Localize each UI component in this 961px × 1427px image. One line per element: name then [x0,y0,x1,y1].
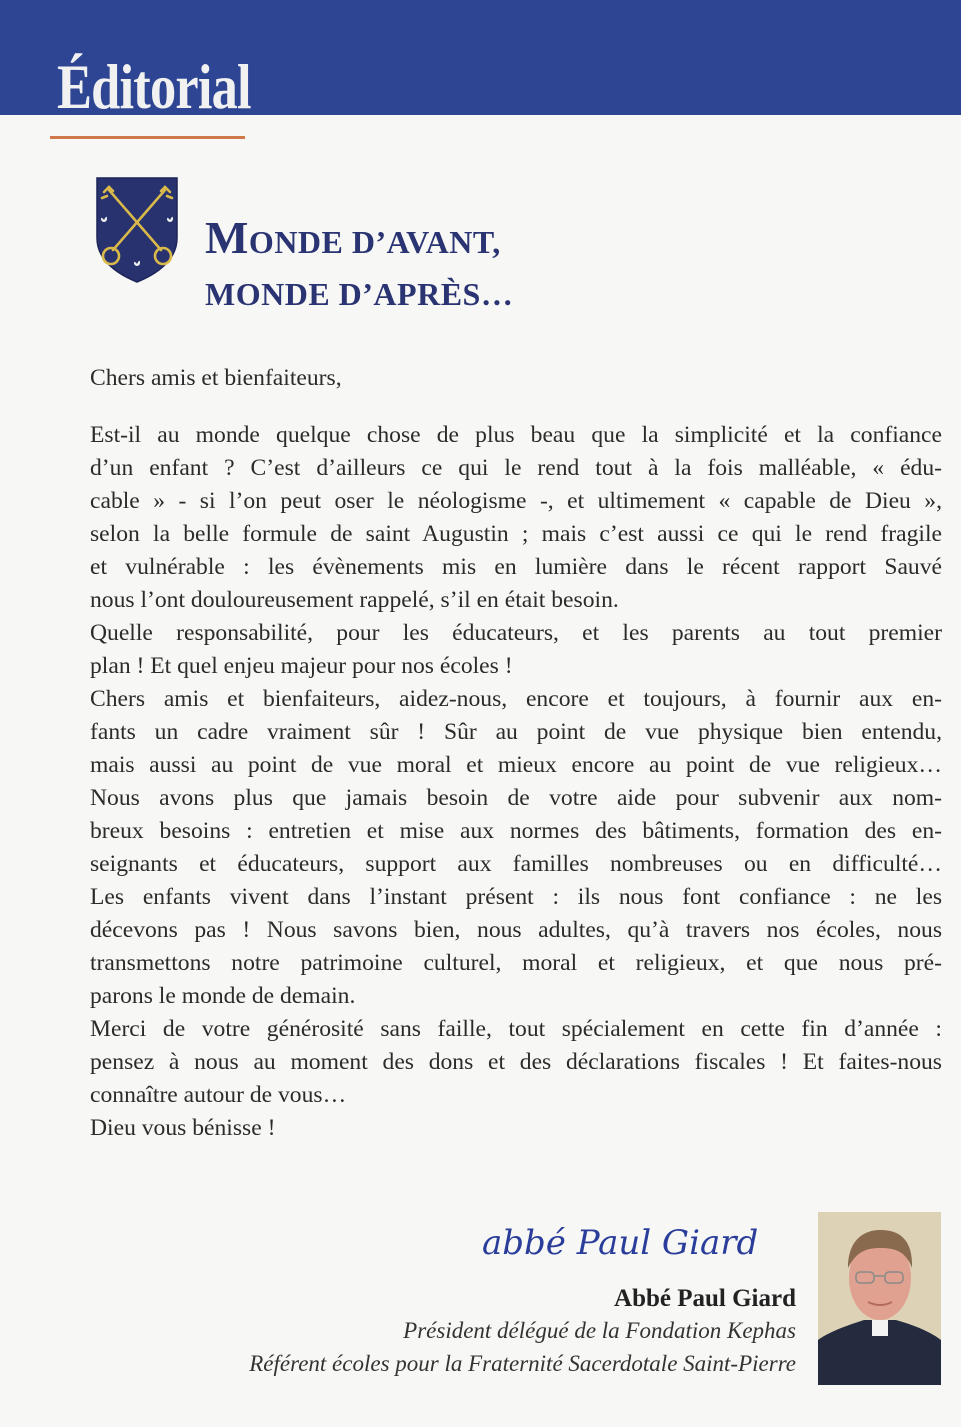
article-title [205,210,513,322]
body-line: connaître autour de vous… [90,1082,347,1108]
body-line: transmettons notre patrimoine culturel, moral et religieux, et que nous pré- [90,950,942,976]
title-initial: M [205,212,249,263]
body-line: nous l’ont douloureusement rappelé, s’il en était besoin. [90,587,619,613]
body-line: cable » - si l’on peut oser le néologisme -, et ultimement « capable de Dieu », [90,488,942,514]
body-line: seignants et éducateurs, support aux familles nombreuses ou en difficulté… [90,851,942,877]
body-line: parons le monde de demain. [90,983,356,1009]
handwritten-signature [478,1212,808,1268]
body-line: plan ! Et quel enjeu majeur pour nos écoles ! [90,653,513,679]
body-line: décevons pas ! Nous savons bien, nous adultes, qu’à travers nos écoles, nous [90,917,942,943]
greeting: Chers amis et bienfaiteurs, [90,365,342,391]
author-name: Abbé Paul Giard [614,1285,796,1312]
body-line: mais aussi au point de vue moral et mieux encore au point de vue religieux… [90,752,942,778]
body-line: Dieu vous bénisse ! [90,1115,276,1141]
body-line: et vulnérable : les évènements mis en lumière dans le récent rapport Sauvé [90,554,942,580]
author-portrait-photo [818,1212,941,1385]
author-role-1: Président délégué de la Fondation Kephas [403,1318,796,1343]
title-line-1 [205,210,513,266]
body-lines [90,419,942,1145]
body-line: Est-il au monde quelque chose de plus beau que la simplicité et la confiance [90,422,942,448]
body-line: Merci de votre générosité sans faille, tout spécialement en cette fin d’année : [90,1016,942,1042]
body-line: selon la belle formule de saint Augustin ; mais c’est aussi ce qui le rend fragile [90,521,942,547]
body-line: d’un enfant ? C’est d’ailleurs ce qui le rend tout à la fois malléable, « édu- [90,455,942,481]
title-underline-rule [50,136,245,139]
title-line-1-rest: ONDE D’AVANT, [248,224,501,260]
author-role-2: Référent écoles pour la Fraternité Sacerdotale Saint-Pierre [249,1351,796,1376]
body-line: pensez à nous au moment des dons et des déclarations fiscales ! Et faites-nous [90,1049,942,1075]
body-line: fants un cadre vraiment sûr ! Sûr au point de vue physique bien entendu, [90,719,942,745]
body-line: Nous avons plus que jamais besoin de votre aide pour subvenir aux nom- [90,785,942,811]
section-title: Éditorial [57,51,251,122]
body-line: Chers amis et bienfaiteurs, aidez-nous, encore et toujours, à fournir aux en- [90,686,942,712]
signature-text: abbé Paul Giard [482,1223,759,1263]
body-line: breux besoins : entretien et mise aux normes des bâtiments, formation des en- [90,818,942,844]
title-line-2: MONDE D’APRÈS… [205,276,514,312]
paragraph-gap [90,395,942,419]
body-line: Quelle responsabilité, pour les éducateurs, et les parents au tout premier [90,620,942,646]
article-body [90,362,942,1145]
crossed-keys-shield-icon [95,176,179,284]
body-line: Les enfants vivent dans l’instant présent : ils nous font confiance : ne les [90,884,942,910]
portrait-illustration [818,1212,941,1385]
